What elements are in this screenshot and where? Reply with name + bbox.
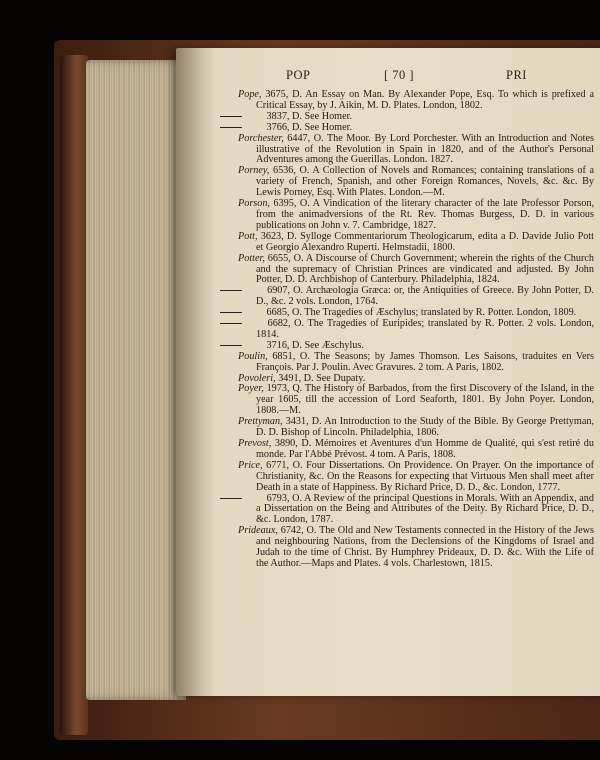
entry-heading: Pope, bbox=[238, 89, 262, 100]
page-edges bbox=[86, 60, 186, 700]
header-right: PRI bbox=[506, 68, 527, 82]
catalog-page bbox=[176, 48, 600, 696]
entry-text: 6793, O. A Review of the principal Questions in Morals. With an Appendix, and a Dissertation on the Being and Attributes of the Deity. By Richard Price, D. D., &c. London, 1787. bbox=[256, 492, 594, 526]
catalog-entry bbox=[238, 90, 594, 112]
catalog-entry bbox=[238, 232, 594, 254]
catalog-entry bbox=[238, 286, 594, 308]
entry-text: 3890, D. Mémoires et Aventures d'un Homme de Qualité, qui s'est retiré du monde. Par l'Abbé Prévost. 4 tom. A Paris, 1808. bbox=[256, 438, 594, 460]
catalog-entry bbox=[238, 439, 594, 461]
catalog-entry bbox=[238, 319, 594, 341]
entry-text: 3491, D. See Dupaty. bbox=[275, 372, 366, 384]
entry-heading: Price, bbox=[238, 459, 263, 471]
catalog-entry bbox=[238, 494, 594, 527]
entry-text: 6685, O. The Tragedies of Æschylus; translated by R. Potter. London, 1809. bbox=[264, 307, 577, 319]
entry-heading: Poyer, bbox=[238, 383, 264, 395]
entry-heading: Porchester, bbox=[238, 132, 284, 144]
entry-text: 6655, O. A Discourse of Church Government; wherein the rights of the Church and the supremacy of Christian Princes are vindicated and adjusted. By John Potter, D. D. Archbishop of Canterbury. Philadelphia, 1824. bbox=[256, 252, 594, 286]
entry-heading: Povoleri, bbox=[238, 372, 276, 384]
header-left: POP bbox=[286, 68, 311, 82]
entry-heading: Porson, bbox=[238, 198, 270, 210]
entry-text: 3623, D. Sylloge Commentariorum Theologicarum, edita a D. Davide Julio Pott et Georgio Alexandro Ruperti. Helmstadii, 1800. bbox=[256, 230, 594, 253]
running-header bbox=[176, 68, 600, 84]
book-spine-edge bbox=[60, 55, 88, 735]
catalog-entry bbox=[238, 166, 594, 199]
entry-text: 6907, O. Archæologia Græca: or, the Antiquities of Greece. By John Potter, D. D., &c. 2 vols. London, 1764. bbox=[256, 285, 594, 308]
entry-heading: Pott, bbox=[238, 230, 258, 242]
entry-text: 6395, O. A Vindication of the literary character of the late Professor Porson, from the animadversions of the Rt. Rev. Thomas Burgess, D. D. in various publications on John v. 7. Cambridge, 1827. bbox=[256, 198, 594, 231]
catalog-entry bbox=[238, 526, 594, 570]
catalog-entries bbox=[238, 90, 594, 570]
entry-text: 6536, O. A Collection of Novels and Romances; containing translations of a variety of French, Spanish, and other Foreign Romances, Novels, &c. &c. By Lewis Porney, Esq. With Plates. London.—M. bbox=[256, 165, 594, 199]
entry-heading: Prettyman, bbox=[238, 416, 283, 428]
page-number: [ 70 ] bbox=[384, 68, 415, 82]
entry-text: 3675, D. An Essay on Man. By Alexander Pope, Esq. To which is prefixed a Critical Essay, by J. Aikin, M. D. Plates. London, 1802. bbox=[256, 89, 594, 111]
entry-text: 6447, O. The Moor. By Lord Porchester. With an Introduction and Notes illustrative of the Revolution in Spain in 1820, and of the Author's Personal Adventures among the Guerillas. London. 1827. bbox=[256, 132, 594, 166]
catalog-entry bbox=[238, 199, 594, 232]
catalog-entry bbox=[238, 254, 594, 287]
entry-heading: Porney, bbox=[238, 165, 270, 177]
catalog-entry bbox=[238, 384, 594, 417]
entry-heading: Poulin, bbox=[238, 350, 268, 362]
ditto-dash bbox=[238, 112, 264, 123]
catalog-entry bbox=[238, 134, 594, 167]
entry-text: 6851, O. The Seasons; by James Thomson. Les Saisons, traduites en Vers François. Par J. Poulin. Avec Gravures. 2 tom. A Paris, 1802. bbox=[256, 350, 594, 373]
ditto-dash bbox=[238, 308, 264, 319]
entry-heading: Prideaux, bbox=[238, 525, 278, 537]
catalog-entry bbox=[238, 461, 594, 494]
catalog-entry bbox=[238, 352, 594, 374]
entry-text: 1973, Q. The History of Barbados, from the first Discovery of the Island, in the year 1605, till the accession of Lord Seaforth, 1801. By John Poyer. London, 1808.—M. bbox=[256, 383, 594, 417]
entry-text: 3837, D. See Homer. bbox=[264, 110, 352, 122]
entry-text: 6682, O. The Tragedies of Euripides; translated by R. Potter. 2 vols. London, 1814. bbox=[256, 318, 594, 340]
entry-text: 3716, D. See Æschylus. bbox=[264, 339, 364, 351]
catalog-entry bbox=[238, 417, 594, 439]
entry-text: 3431, D. An Introduction to the Study of the Bible. By George Prettyman, D. D. Bishop of Lincoln. Philadelphia, 1806. bbox=[256, 416, 594, 439]
entry-text: 3766, D. See Homer. bbox=[264, 121, 352, 133]
entry-heading: Prevost, bbox=[238, 438, 272, 449]
entry-heading: Potter, bbox=[238, 252, 265, 264]
entry-text: 6742, O. The Old and New Testaments connected in the History of the Jews and neighbouring Nations, from the Declensions of the Kingdoms of Israel and Judah to the time of Christ. By Humphrey Prideaux, D. D. &c. With the Life of the Author.—Maps and Plates. 4 vols. Charlestown, 1815. bbox=[256, 525, 594, 569]
entry-text: 6771, O. Four Dissertations. On Providence. On Prayer. On the importance of Christianity, &c. On the Reasons for expecting that Virtuous Men shall meet after Death in a state of Happiness. By Richard Price, D. D., &c. London, 1777. bbox=[256, 459, 594, 493]
